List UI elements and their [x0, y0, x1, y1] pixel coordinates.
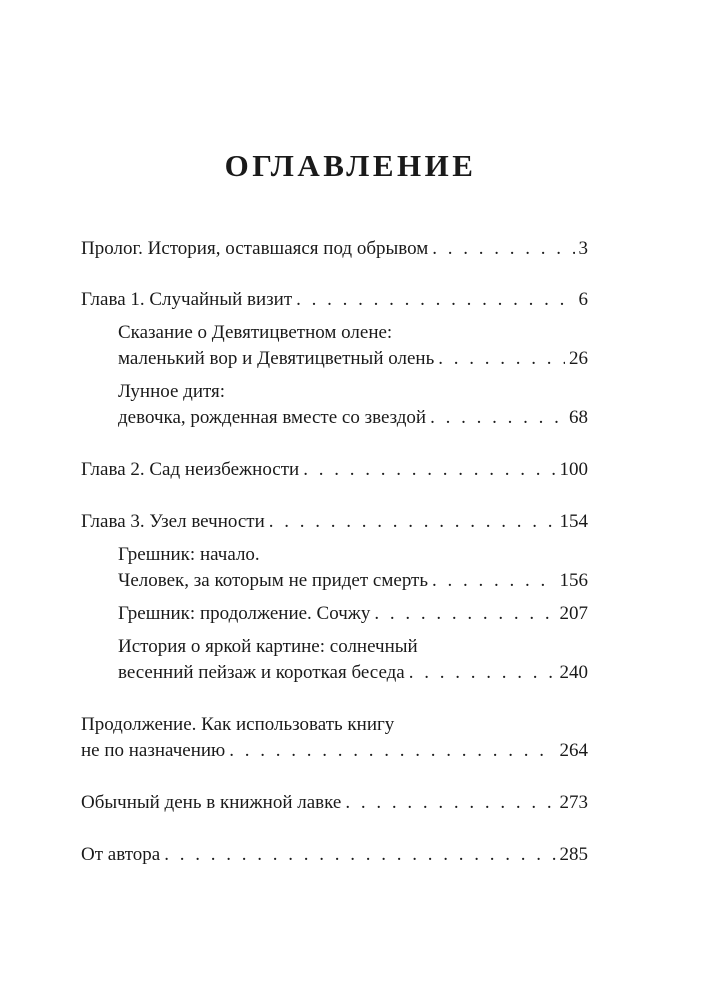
toc-entry-title: Пролог. История, оставшаяся под обрывом	[81, 238, 429, 259]
toc-entry-title: История о яркой картине: солнечный	[118, 636, 418, 657]
toc-page-number: 26	[569, 348, 588, 369]
dot-leader	[438, 346, 565, 372]
toc-page-number: 240	[559, 662, 588, 683]
toc-entry-title: Грешник: начало.	[118, 544, 260, 565]
dot-leader	[374, 601, 555, 627]
toc-entry-title-cont: весенний пейзаж и короткая беседа	[118, 662, 405, 683]
toc-page-number: 285	[559, 844, 588, 865]
toc-entry-title: От автора	[81, 844, 161, 865]
toc-page-number: 273	[559, 792, 588, 813]
dot-leader	[432, 568, 555, 594]
toc-entry-title: Глава 1. Случайный визит	[81, 289, 293, 310]
toc-page-number: 3	[578, 238, 588, 259]
toc-entry-title: Продолжение. Как использовать книгу	[81, 714, 395, 735]
toc-page-number: 100	[559, 459, 588, 480]
dot-leader	[409, 660, 556, 686]
toc-entry-bright-picture[interactable]	[81, 634, 588, 686]
dot-leader	[432, 236, 574, 262]
toc-entry-title: Лунное дитя:	[118, 381, 226, 402]
toc-entry-title-cont: не по назначению	[81, 740, 226, 761]
dot-leader	[296, 287, 574, 313]
toc-entry-chapter-1[interactable]	[81, 287, 588, 313]
table-of-contents	[81, 236, 588, 868]
toc-entry-title: Грешник: продолжение. Сочжу	[118, 603, 371, 624]
toc-entry-title-cont: Человек, за которым не придет смерть	[118, 570, 429, 591]
dot-leader	[345, 790, 555, 816]
toc-entry-title-cont: маленький вор и Девятицветный олень	[118, 348, 435, 369]
dot-leader	[269, 509, 556, 535]
toc-entry-title: Обычный день в книжной лавке	[81, 792, 342, 813]
page-title: ОГЛАВЛЕНИЕ	[224, 148, 477, 183]
toc-page-number: 207	[559, 603, 588, 624]
toc-entry-title: Глава 2. Сад неизбежности	[81, 459, 300, 480]
toc-page-number: 156	[559, 570, 588, 591]
toc-entry-title: Глава 3. Узел вечности	[81, 511, 265, 532]
toc-entry-chapter-3[interactable]	[81, 509, 588, 535]
toc-entry-nine-color-deer[interactable]	[81, 320, 588, 372]
toc-entry-moon-child[interactable]	[81, 379, 588, 431]
toc-page-number: 264	[559, 740, 588, 761]
toc-entry-ordinary-day[interactable]	[81, 790, 588, 816]
toc-page-number: 6	[578, 289, 588, 310]
toc-page-number: 154	[559, 511, 588, 532]
toc-entry-title-cont: девочка, рожденная вместе со звездой	[118, 407, 427, 428]
dot-leader	[229, 738, 555, 764]
toc-entry-title: Сказание о Девятицветном олене:	[118, 322, 393, 343]
toc-page-number: 68	[569, 407, 588, 428]
dot-leader	[303, 457, 555, 483]
toc-entry-sinner-continuation[interactable]	[81, 601, 588, 627]
toc-entry-continuation[interactable]	[81, 712, 588, 764]
toc-entry-prologue[interactable]	[81, 236, 588, 262]
toc-entry-sinner-beginning[interactable]	[81, 542, 588, 594]
dot-leader	[430, 405, 565, 431]
dot-leader	[164, 842, 555, 868]
toc-entry-from-author[interactable]	[81, 842, 588, 868]
toc-entry-chapter-2[interactable]	[81, 457, 588, 483]
